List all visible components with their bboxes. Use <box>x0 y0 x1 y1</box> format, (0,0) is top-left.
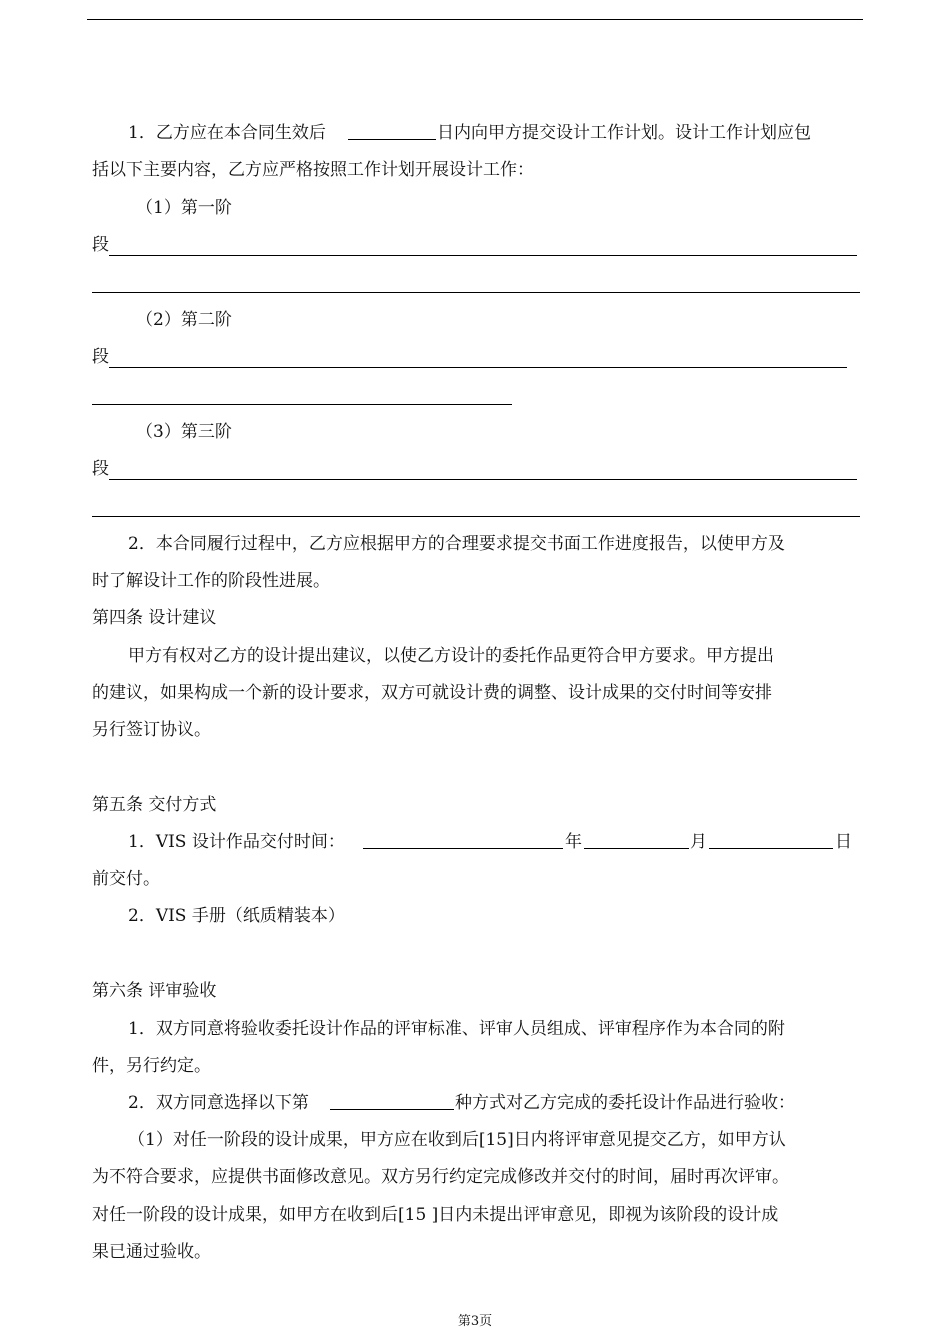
phase3-blank-line2 <box>92 516 860 517</box>
phase2-blank-line2 <box>92 404 512 405</box>
day-blank <box>709 830 833 849</box>
year-blank <box>363 830 563 849</box>
phase2-blank-line1 <box>109 367 847 368</box>
days-blank <box>348 121 436 140</box>
phase1-blank-line2 <box>92 292 860 293</box>
page-number: 第3页 <box>457 1314 493 1329</box>
document-page: 1．乙方应在本合同生效后 日内向甲方提交设计工作计划。设计工作计划应包 括以下主要内容，乙方应严格按照工作计划开展设计工作： （1）第一阶 段 （2）第二阶 段 （3）第三阶 段 2．本合同履行过程中，乙方应根据甲方的合理要求提交书面工作进度报告，以使甲方及 时了解设计工作的阶段性进展。 第四条 设计建议 甲方有权对乙方的设计提出建议，以使乙方设计的委托作品更符合甲方要求。甲方提出 的建议，如果构成一个新的设计要求，双方可就设计费的调整、设计成果的交付时间等安排 另行签订协议。 第五条 交付方式 1．VIS 设计作品交付时间： 年 月 日 前交付。 2．VIS 手册（纸质精装本） 第六条 评审验收 1．双方同意将验收委托设计作品的评审标准、评审人员组成、评审程序作为本合同的附 件，另行约定。 2．双方同意选择以下第 种方式对乙方完成的委托设计作品进行验收： （1）对任一阶段的设计成果，甲方应在收到后[15]日内将评审意见提交乙方，如甲方认 为不符合要求，应提供书面修改意见。双方另行约定完成修改并交付的时间，届时再次评审。 对任一阶段的设计成果，如甲方在收到后[15 ]日内未提出评审意见，即视为该阶段的设计成 果已通过验收。 第3页 <box>0 0 950 1344</box>
phase3-blank-line1 <box>109 479 857 480</box>
month-blank <box>584 830 689 849</box>
header-rule <box>87 19 863 20</box>
method-blank <box>330 1091 454 1110</box>
phase1-blank-line1 <box>109 255 857 256</box>
